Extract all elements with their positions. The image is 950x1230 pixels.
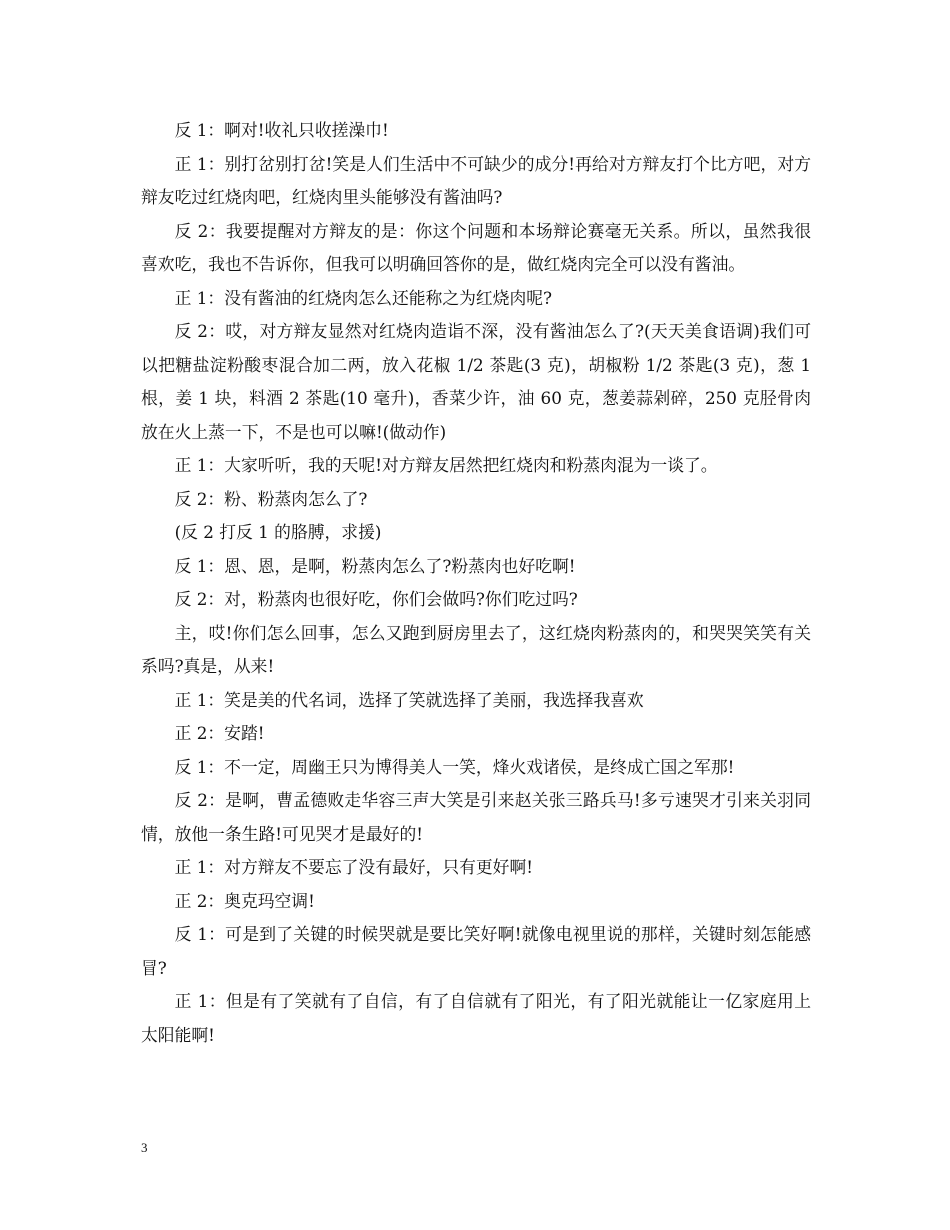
paragraph: 反 1：啊对!收礼只收搓澡巾! xyxy=(174,120,389,140)
paragraph: 正 1：没有酱油的红烧肉怎么还能称之为红烧肉呢? xyxy=(174,287,553,308)
page-number: 3 xyxy=(141,1140,148,1155)
paragraph: 正 1：但是有了笑就有了自信，有了自信就有了阳光，有了阳光就能让一亿家庭用上太阳能啊! xyxy=(141,991,811,1045)
paragraph: 正 1：对方辩友不要忘了没有最好，只有更好啊! xyxy=(174,857,533,877)
paragraph: 反 1：恩、恩，是啊，粉蒸肉怎么了?粉蒸肉也好吃啊! xyxy=(174,555,576,576)
paragraph: 反 2：我要提醒对方辩友的是：你这个问题和本场辩论赛毫无关系。所以，虽然我很喜欢吃，我也不告诉你，但我可以明确回答你的是，做红烧肉完全可以没有酱油。 xyxy=(141,220,811,274)
paragraph: 正 2：安踏! xyxy=(174,723,265,743)
paragraph: 反 2：哎，对方辩友显然对红烧肉造诣不深，没有酱油怎么了?(天天美食语调)我们可以把糖盐淀粉酸枣混合加二两，放入花椒 1/2 茶匙(3 克)，胡椒粉 1/2 茶匙(3 克)，葱 1 根，姜 1 块，料酒 2 茶匙(10 毫升)，香菜少许，油 60 克，葱姜蒜剁碎，250 克胫骨肉放在火上蒸一下，不是也可以嘛!(做动作) xyxy=(141,321,811,442)
paragraph: (反 2 打反 1 的胳膊，求援) xyxy=(174,522,382,542)
paragraph: 正 1：笑是美的代名词，选择了笑就选择了美丽，我选择我喜欢 xyxy=(174,689,644,710)
paragraph: 正 2：奥克玛空调! xyxy=(174,890,315,911)
document-body xyxy=(141,114,811,1052)
paragraph: 反 2：粉、粉蒸肉怎么了? xyxy=(174,488,368,509)
paragraph: 反 1：可是到了关键的时候哭就是要比笑好啊!就像电视里说的那样，关键时刻怎能感冒? xyxy=(141,924,811,978)
paragraph: 正 1：大家听听，我的天呢!对方辩友居然把红烧肉和粉蒸肉混为一谈了。 xyxy=(174,455,718,475)
paragraph: 反 2：是啊，曹孟德败走华容三声大笑是引来赵关张三路兵马!多亏速哭才引来关羽同情，放他一条生路!可见哭才是最好的! xyxy=(141,790,811,844)
paragraph: 正 1：别打岔别打岔!笑是人们生活中不可缺少的成分!再给对方辩友打个比方吧，对方辩友吃过红烧肉吧，红烧肉里头能够没有酱油吗? xyxy=(141,153,811,207)
paragraph: 反 1：不一定，周幽王只为博得美人一笑，烽火戏诸侯，是终成亡国之军那! xyxy=(174,756,735,777)
paragraph: 主，哎!你们怎么回事，怎么又跑到厨房里去了，这红烧肉粉蒸肉的，和哭哭笑笑有关系吗?真是，从来! xyxy=(141,622,811,676)
paragraph: 反 2：对，粉蒸肉也很好吃，你们会做吗?你们吃过吗? xyxy=(174,589,578,609)
